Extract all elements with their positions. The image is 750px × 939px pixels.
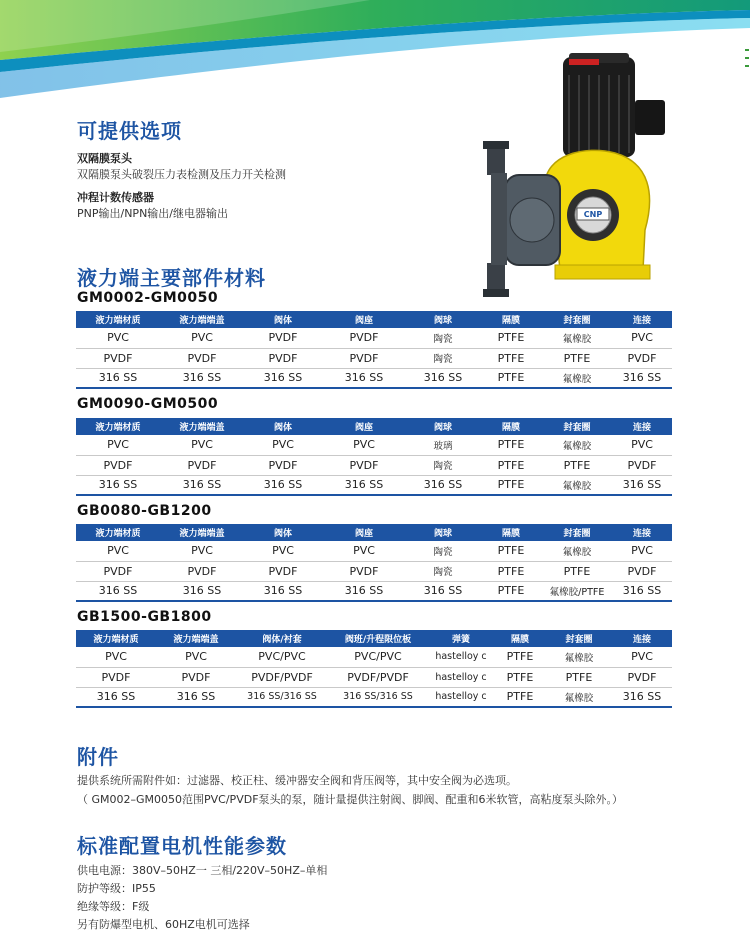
table-cell: PVC — [244, 435, 322, 455]
accessories-title: 附件 — [77, 745, 119, 769]
material-table-1 — [76, 311, 672, 389]
table-cell: 316 SS — [160, 368, 244, 388]
table-cell: PTFE — [480, 368, 542, 388]
option-1-desc: 双隔膜泵头破裂压力表检测及压力开关检测 — [77, 168, 286, 181]
table-cell: PVDF — [160, 455, 244, 475]
table-cell: PVC/PVC — [236, 647, 328, 667]
table-cell: 氟橡胶 — [546, 687, 612, 707]
table-cell: PVDF — [612, 348, 672, 368]
table-cell: 316 SS — [406, 475, 480, 495]
table-cell: hastelloy c — [428, 667, 494, 687]
column-header: 阀座 — [322, 311, 406, 328]
table-cell: hastelloy c — [428, 647, 494, 667]
column-header: 液力端端盖 — [156, 630, 236, 647]
table-cell: 氟橡胶 — [542, 368, 612, 388]
table-row — [76, 647, 672, 667]
table-cell: PVDF — [244, 348, 322, 368]
column-header: 连接 — [612, 524, 672, 541]
table-cell: PVDF — [76, 455, 160, 475]
table-cell: PVDF — [244, 328, 322, 348]
column-header: 液力端材质 — [76, 524, 160, 541]
table-cell: PTFE — [480, 475, 542, 495]
table-cell: PTFE — [494, 687, 546, 707]
column-header: 阀座 — [322, 418, 406, 435]
table-cell: 316 SS — [76, 368, 160, 388]
table-cell: 陶瓷 — [406, 455, 480, 475]
table-cell: 316 SS — [612, 687, 672, 707]
table-row — [76, 475, 672, 495]
table-row — [76, 368, 672, 388]
table-row — [76, 687, 672, 707]
table-row — [76, 435, 672, 455]
table-cell: PTFE — [480, 435, 542, 455]
column-header: 液力端端盖 — [160, 524, 244, 541]
column-header: 阀体 — [244, 418, 322, 435]
table-cell: PVDF — [322, 328, 406, 348]
pump-brand-label: CNP — [583, 210, 603, 219]
table-row — [76, 667, 672, 687]
column-header: 隔膜 — [480, 418, 542, 435]
table-1-model: GM0002-GM0050 — [77, 290, 219, 306]
table-cell: 氟橡胶 — [542, 328, 612, 348]
table-cell: PVC — [76, 328, 160, 348]
option-2-desc: PNP输出/NPN输出/继电器输出 — [77, 207, 228, 220]
motor-line-3: 绝缘等级：F级 — [77, 900, 150, 913]
table-cell: 陶瓷 — [406, 328, 480, 348]
column-header: 液力端材质 — [76, 311, 160, 328]
table-cell: 316 SS — [160, 475, 244, 495]
column-header: 封套圈 — [546, 630, 612, 647]
table-cell: PTFE — [494, 647, 546, 667]
table-cell: PVC — [612, 541, 672, 561]
table-cell: PVDF — [612, 561, 672, 581]
table-cell: 316 SS — [406, 581, 480, 601]
column-header: 封套圈 — [542, 311, 612, 328]
material-table-4 — [76, 630, 672, 708]
table-cell: PVC — [160, 435, 244, 455]
table-cell: 316 SS — [244, 581, 322, 601]
table-cell: PVC — [612, 328, 672, 348]
table-cell: PVDF — [612, 455, 672, 475]
table-cell: PVC — [160, 541, 244, 561]
motor-line-1: 供电电源：380V–50HZ一 三相/220V–50HZ–单相 — [77, 864, 328, 877]
table-row — [76, 561, 672, 581]
table-cell: PTFE — [542, 561, 612, 581]
table-cell: PVDF — [322, 348, 406, 368]
column-header: 液力端材质 — [76, 630, 156, 647]
column-header: 封套圈 — [542, 418, 612, 435]
table-cell: 陶瓷 — [406, 541, 480, 561]
column-header: 阀座 — [322, 524, 406, 541]
table-cell: 氟橡胶 — [542, 475, 612, 495]
table-cell: 316 SS — [76, 475, 160, 495]
column-header: 阀体/衬套 — [236, 630, 328, 647]
table-cell: 陶瓷 — [406, 561, 480, 581]
table-cell: PVC — [612, 435, 672, 455]
table-cell: PVC — [76, 647, 156, 667]
column-header: 隔膜 — [480, 524, 542, 541]
column-header: 液力端端盖 — [160, 418, 244, 435]
table-cell: PVDF — [156, 667, 236, 687]
table-cell: PTFE — [480, 455, 542, 475]
table-row — [76, 455, 672, 475]
table-cell: 316 SS — [76, 687, 156, 707]
table-cell: 316 SS — [160, 581, 244, 601]
materials-title: 液力端主要部件材料 — [77, 266, 266, 290]
table-cell: PVDF — [322, 561, 406, 581]
table-cell: PVDF/PVDF — [328, 667, 428, 687]
table-cell: 氟橡胶/PTFE — [542, 581, 612, 601]
table-3-model: GB0080-GB1200 — [77, 503, 212, 519]
table-cell: PVDF — [612, 667, 672, 687]
table-cell: 316 SS — [406, 368, 480, 388]
table-cell: PTFE — [480, 581, 542, 601]
table-cell: PVC — [160, 328, 244, 348]
table-row — [76, 328, 672, 348]
table-row — [76, 581, 672, 601]
column-header: 阀体 — [244, 524, 322, 541]
table-cell: PTFE — [542, 455, 612, 475]
table-cell: 氟橡胶 — [542, 541, 612, 561]
column-header: 隔膜 — [480, 311, 542, 328]
column-header: 隔膜 — [494, 630, 546, 647]
table-cell: 316 SS — [612, 475, 672, 495]
column-header: 液力端端盖 — [160, 311, 244, 328]
table-cell: PVC — [156, 647, 236, 667]
table-cell: PVDF — [160, 561, 244, 581]
table-cell: PTFE — [480, 328, 542, 348]
table-cell: PVC/PVC — [328, 647, 428, 667]
table-cell: PVDF — [322, 455, 406, 475]
table-header-row — [76, 630, 672, 647]
table-cell: PVDF — [160, 348, 244, 368]
column-header: 连接 — [612, 311, 672, 328]
column-header: 连接 — [612, 630, 672, 647]
table-cell: PVC — [322, 435, 406, 455]
column-header: 阀班/升程限位板 — [328, 630, 428, 647]
table-cell: PTFE — [480, 541, 542, 561]
table-cell: PVC — [76, 541, 160, 561]
column-header: 阀球 — [406, 311, 480, 328]
table-cell: PVC — [244, 541, 322, 561]
material-table-2 — [76, 418, 672, 496]
options-title: 可提供选项 — [77, 119, 182, 143]
column-header: 液力端材质 — [76, 418, 160, 435]
table-cell: PTFE — [542, 348, 612, 368]
column-header: 连接 — [612, 418, 672, 435]
motor-line-4: 另有防爆型电机、60HZ电机可选择 — [77, 918, 250, 931]
table-cell: PTFE — [480, 348, 542, 368]
motor-line-2: 防护等级：IP55 — [77, 882, 156, 895]
table-cell: PVDF/PVDF — [236, 667, 328, 687]
table-cell: 316 SS/316 SS — [236, 687, 328, 707]
option-1-title: 双隔膜泵头 — [77, 152, 132, 165]
table-header-row — [76, 418, 672, 435]
table-row — [76, 541, 672, 561]
table-4-model: GB1500-GB1800 — [77, 609, 212, 625]
table-cell: PTFE — [546, 667, 612, 687]
table-cell: 陶瓷 — [406, 348, 480, 368]
table-cell: 氟橡胶 — [546, 647, 612, 667]
column-header: 阀球 — [406, 418, 480, 435]
table-cell: PTFE — [480, 561, 542, 581]
table-cell: hastelloy c — [428, 687, 494, 707]
table-cell: 316 SS — [322, 475, 406, 495]
column-header: 阀体 — [244, 311, 322, 328]
option-2-title: 冲程计数传感器 — [77, 191, 154, 204]
table-cell: PVDF — [76, 348, 160, 368]
table-cell: PVC — [76, 435, 160, 455]
table-cell: 316 SS/316 SS — [328, 687, 428, 707]
table-cell: 316 SS — [612, 581, 672, 601]
column-header: 封套圈 — [542, 524, 612, 541]
table-cell: 316 SS — [244, 475, 322, 495]
table-cell: PTFE — [494, 667, 546, 687]
table-cell: PVC — [612, 647, 672, 667]
table-cell: 316 SS — [322, 581, 406, 601]
table-cell: 玻璃 — [406, 435, 480, 455]
table-header-row — [76, 311, 672, 328]
pump-photo — [465, 45, 690, 300]
table-cell: PVDF — [76, 667, 156, 687]
table-cell: PVDF — [76, 561, 160, 581]
column-header: 弹簧 — [428, 630, 494, 647]
table-2-model: GM0090-GM0500 — [77, 396, 219, 412]
table-cell: 316 SS — [244, 368, 322, 388]
column-header: 阀球 — [406, 524, 480, 541]
table-cell: 316 SS — [612, 368, 672, 388]
table-cell: 316 SS — [322, 368, 406, 388]
table-cell: PVDF — [244, 561, 322, 581]
table-header-row — [76, 524, 672, 541]
table-cell: 氟橡胶 — [542, 435, 612, 455]
motor-title: 标准配置电机性能参数 — [77, 834, 287, 858]
table-cell: 316 SS — [156, 687, 236, 707]
table-cell: PVDF — [244, 455, 322, 475]
material-table-3 — [76, 524, 672, 602]
accessories-line-1: 提供系统所需附件如：过滤器、校正柱、缓冲器安全阀和背压阀等，其中安全阀为必选项。 — [77, 774, 517, 787]
accessories-line-2: （ GM002–GM0050范围PVC/PVDF泵头的泵，随计量提供注射阀、脚阀、配重和6米软管，高粘度泵头除外。） — [77, 793, 624, 806]
table-cell: 316 SS — [76, 581, 160, 601]
table-row — [76, 348, 672, 368]
table-cell: PVC — [322, 541, 406, 561]
